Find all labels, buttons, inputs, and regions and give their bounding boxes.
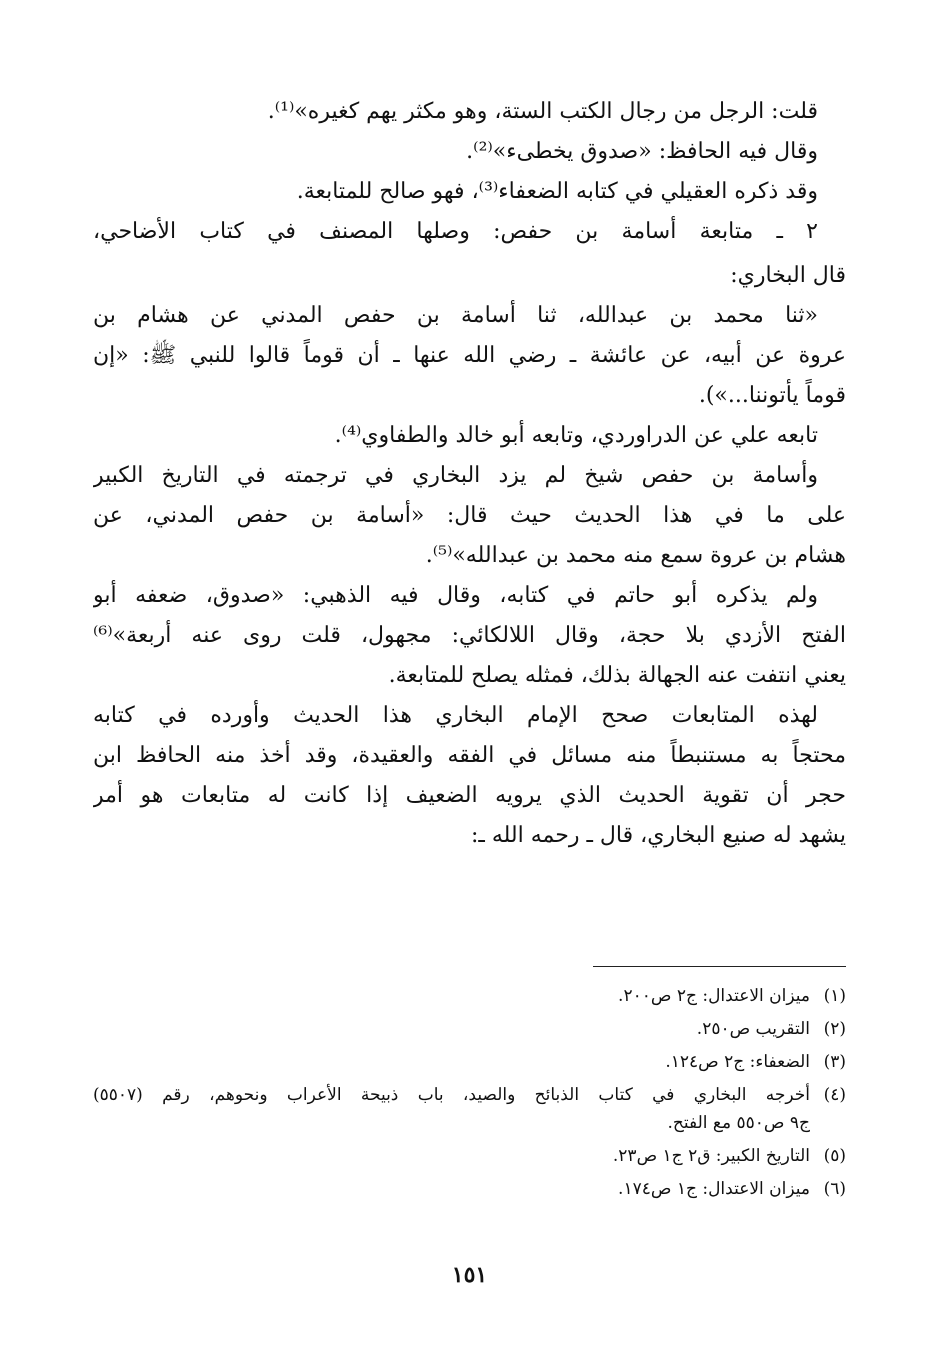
- text-line: محتجاً به مستنبطاً منه مسائل في الفقه والعقيدة، وقد أخذ منه الحافظ ابن: [93, 743, 846, 768]
- text-line: قلت: الرجل من رجال الكتب الستة، وهو مكثر يهم كغيره»⁽¹⁾.: [267, 99, 818, 124]
- footnote-number: (٤): [823, 1085, 846, 1105]
- footnote-text: ج٩ ص٥٥٠ مع الفتح.: [667, 1113, 810, 1133]
- footnote-6: [93, 1175, 846, 1203]
- footnote-number: (٦): [823, 1179, 846, 1199]
- text-line: وأسامة بن حفص شيخ لم يزد البخاري في ترجمته في التاريخ الكبير: [93, 463, 818, 488]
- footnote-number: (٣): [823, 1052, 846, 1072]
- text-line: قال البخاري:: [730, 263, 846, 288]
- footnote-4: [93, 1081, 846, 1137]
- footnote-5: [93, 1142, 846, 1170]
- footnote-1: [93, 982, 846, 1010]
- footnote-text: ميزان الاعتدال: ج١ ص١٧٤.: [618, 1179, 810, 1199]
- footnote-divider: [593, 966, 846, 967]
- text-line: لهذه المتابعات صحح الإمام البخاري هذا الحديث وأورده في كتابه: [93, 703, 818, 728]
- text-line: على ما في هذا الحديث حيث قال: «أسامة بن حفص المدني، عن: [93, 503, 846, 528]
- footnote-text: ميزان الاعتدال: ج٢ ص٢٠٠.: [618, 986, 810, 1006]
- footnote-text: التقريب ص٢٥٠.: [696, 1019, 810, 1039]
- main-text: [93, 92, 846, 856]
- text-line: وقد ذكره العقيلي في كتابه الضعفاء⁽³⁾، فهو صالح للمتابعة.: [296, 179, 818, 204]
- footnote-number: (٥): [823, 1146, 846, 1166]
- footnote-text: أخرجه البخاري في كتاب الذبائح والصيد، باب ذبيحة الأعراب ونحوهم، رقم (٥٥٠٧): [93, 1085, 810, 1105]
- text-line: وقال فيه الحافظ: «صدوق يخطىء»⁽²⁾.: [466, 139, 818, 164]
- footnote-3: [93, 1048, 846, 1076]
- text-line: حجر أن تقوية الحديث الذي يرويه الضعيف إذا كانت له متابعات هو أمر: [93, 783, 846, 808]
- footnotes: [93, 982, 846, 1203]
- text-line: قوماً يأتوننا...»).: [698, 383, 846, 408]
- footnote-2: [93, 1015, 846, 1043]
- footnote-number: (٢): [823, 1019, 846, 1039]
- text-line: تابعه علي عن الدراوردي، وتابعه أبو خالد والطفاوي⁽⁴⁾.: [334, 423, 818, 448]
- footnote-text: الضعفاء: ج٢ ص١٢٤.: [665, 1052, 810, 1072]
- footnote-number: (١): [823, 986, 846, 1006]
- text-line: يشهد له صنيع البخاري، قال ـ رحمه الله ـ:: [471, 823, 846, 848]
- text-line: عروة عن أبيه، عن عائشة ـ رضي الله عنها ـ أن قوماً قالوا للنبي ﷺ: «إن: [93, 343, 846, 368]
- text-line: يعني انتفت عنه الجهالة بذلك، فمثله يصلح للمتابعة.: [388, 663, 846, 688]
- page-number: ١٥١: [451, 1262, 488, 1288]
- text-line: «ثنا محمد بن عبدالله، ثنا أسامة بن حفص المدني عن هشام بن: [93, 303, 818, 328]
- footnote-text: التاريخ الكبير: ق٢ ج١ ص٢٣.: [612, 1146, 810, 1166]
- text-line: الفتح الأزدي بلا حجة، وقال اللالكائي: مجهول، قلت روى عنه أربعة»⁽⁶⁾: [93, 623, 846, 648]
- text-line: ولم يذكره أبو حاتم في كتابه، وقال فيه الذهبي: «صدوق، ضعفه أبو: [93, 583, 818, 608]
- text-line: هشام بن عروة سمع منه محمد بن عبدالله»⁽⁵⁾.: [425, 543, 846, 568]
- text-line: ٢ ـ متابعة أسامة بن حفص: وصلها المصنف في كتاب الأضاحي،: [93, 219, 818, 244]
